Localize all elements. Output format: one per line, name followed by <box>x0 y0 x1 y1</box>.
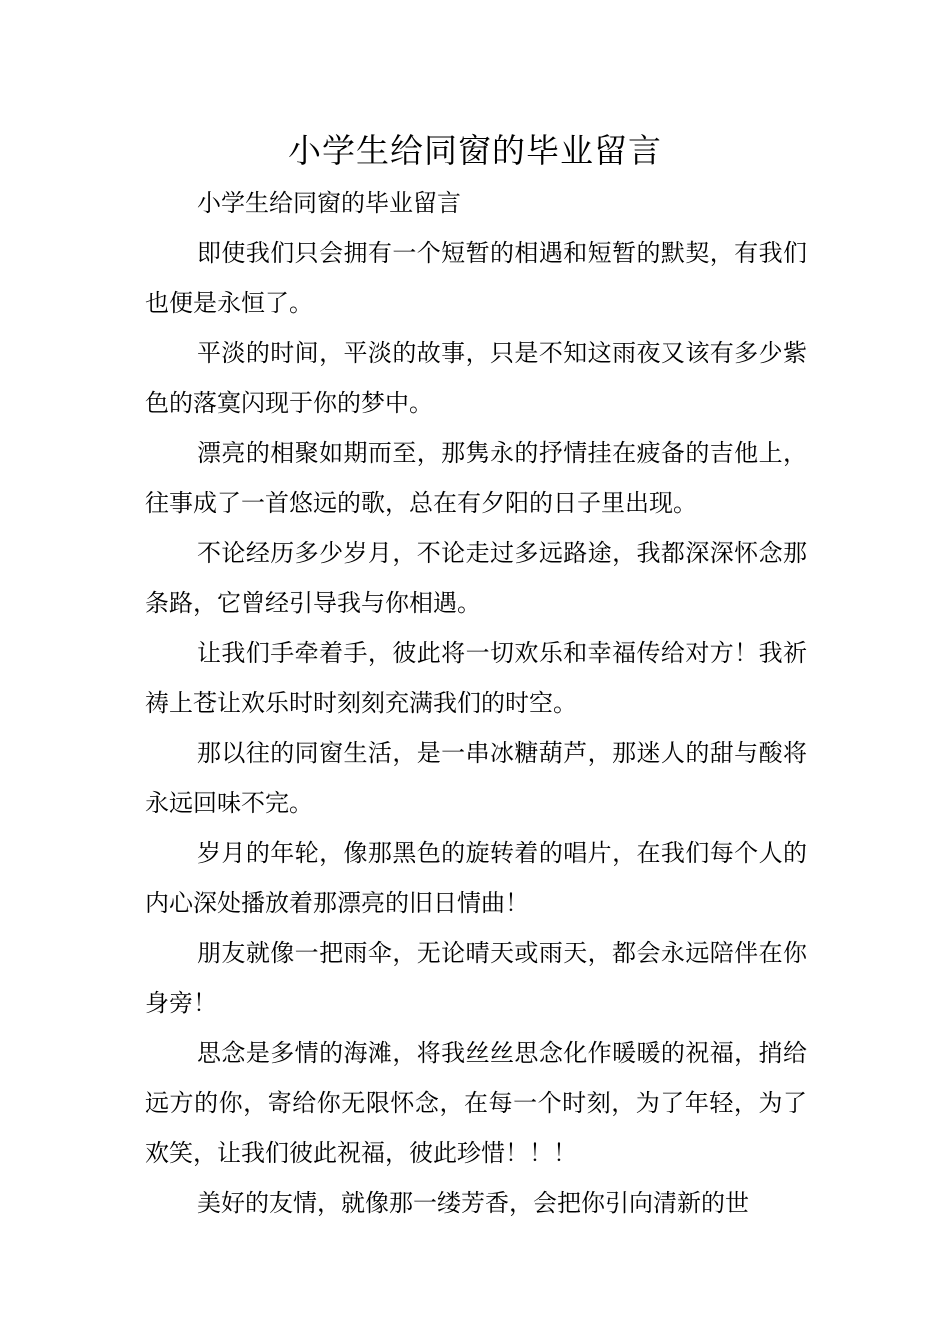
paragraph: 思念是多情的海滩，将我丝丝思念化作暖暖的祝福，捎给远方的你，寄给你无限怀念，在每一个时刻，为了年轻，为了欢笑，让我们彼此祝福，彼此珍惜！！！ <box>145 1039 807 1167</box>
paragraph: 朋友就像一把雨伞，无论晴天或雨天，都会永远陪伴在你身旁！ <box>145 939 807 1017</box>
paragraph: 美好的友情，就像那一缕芳香，会把你引向清新的世 <box>197 1189 749 1217</box>
paragraph: 不论经历多少岁月，不论走过多远路途，我都深深怀念那条路，它曾经引导我与你相遇。 <box>145 539 807 617</box>
paragraph: 平淡的时间，平淡的故事，只是不知这雨夜又该有多少紫色的落寞闪现于你的梦中。 <box>145 339 807 417</box>
paragraph: 让我们手牵着手，彼此将一切欢乐和幸福传给对方！我祈祷上苍让欢乐时时刻刻充满我们的时空。 <box>145 639 807 717</box>
document-body <box>145 178 807 1228</box>
paragraph: 小学生给同窗的毕业留言 <box>197 189 461 217</box>
document-title: 小学生给同窗的毕业留言 <box>288 131 662 170</box>
paragraph: 那以往的同窗生活，是一串冰糖葫芦，那迷人的甜与酸将永远回味不完。 <box>145 739 807 817</box>
paragraph: 岁月的年轮，像那黑色的旋转着的唱片，在我们每个人的内心深处播放着那漂亮的旧日情曲！ <box>145 839 807 917</box>
paragraph: 即使我们只会拥有一个短暂的相遇和短暂的默契，有我们也便是永恒了。 <box>145 239 807 317</box>
paragraph: 漂亮的相聚如期而至，那隽永的抒情挂在疲备的吉他上，往事成了一首悠远的歌，总在有夕阳的日子里出现。 <box>145 439 807 517</box>
